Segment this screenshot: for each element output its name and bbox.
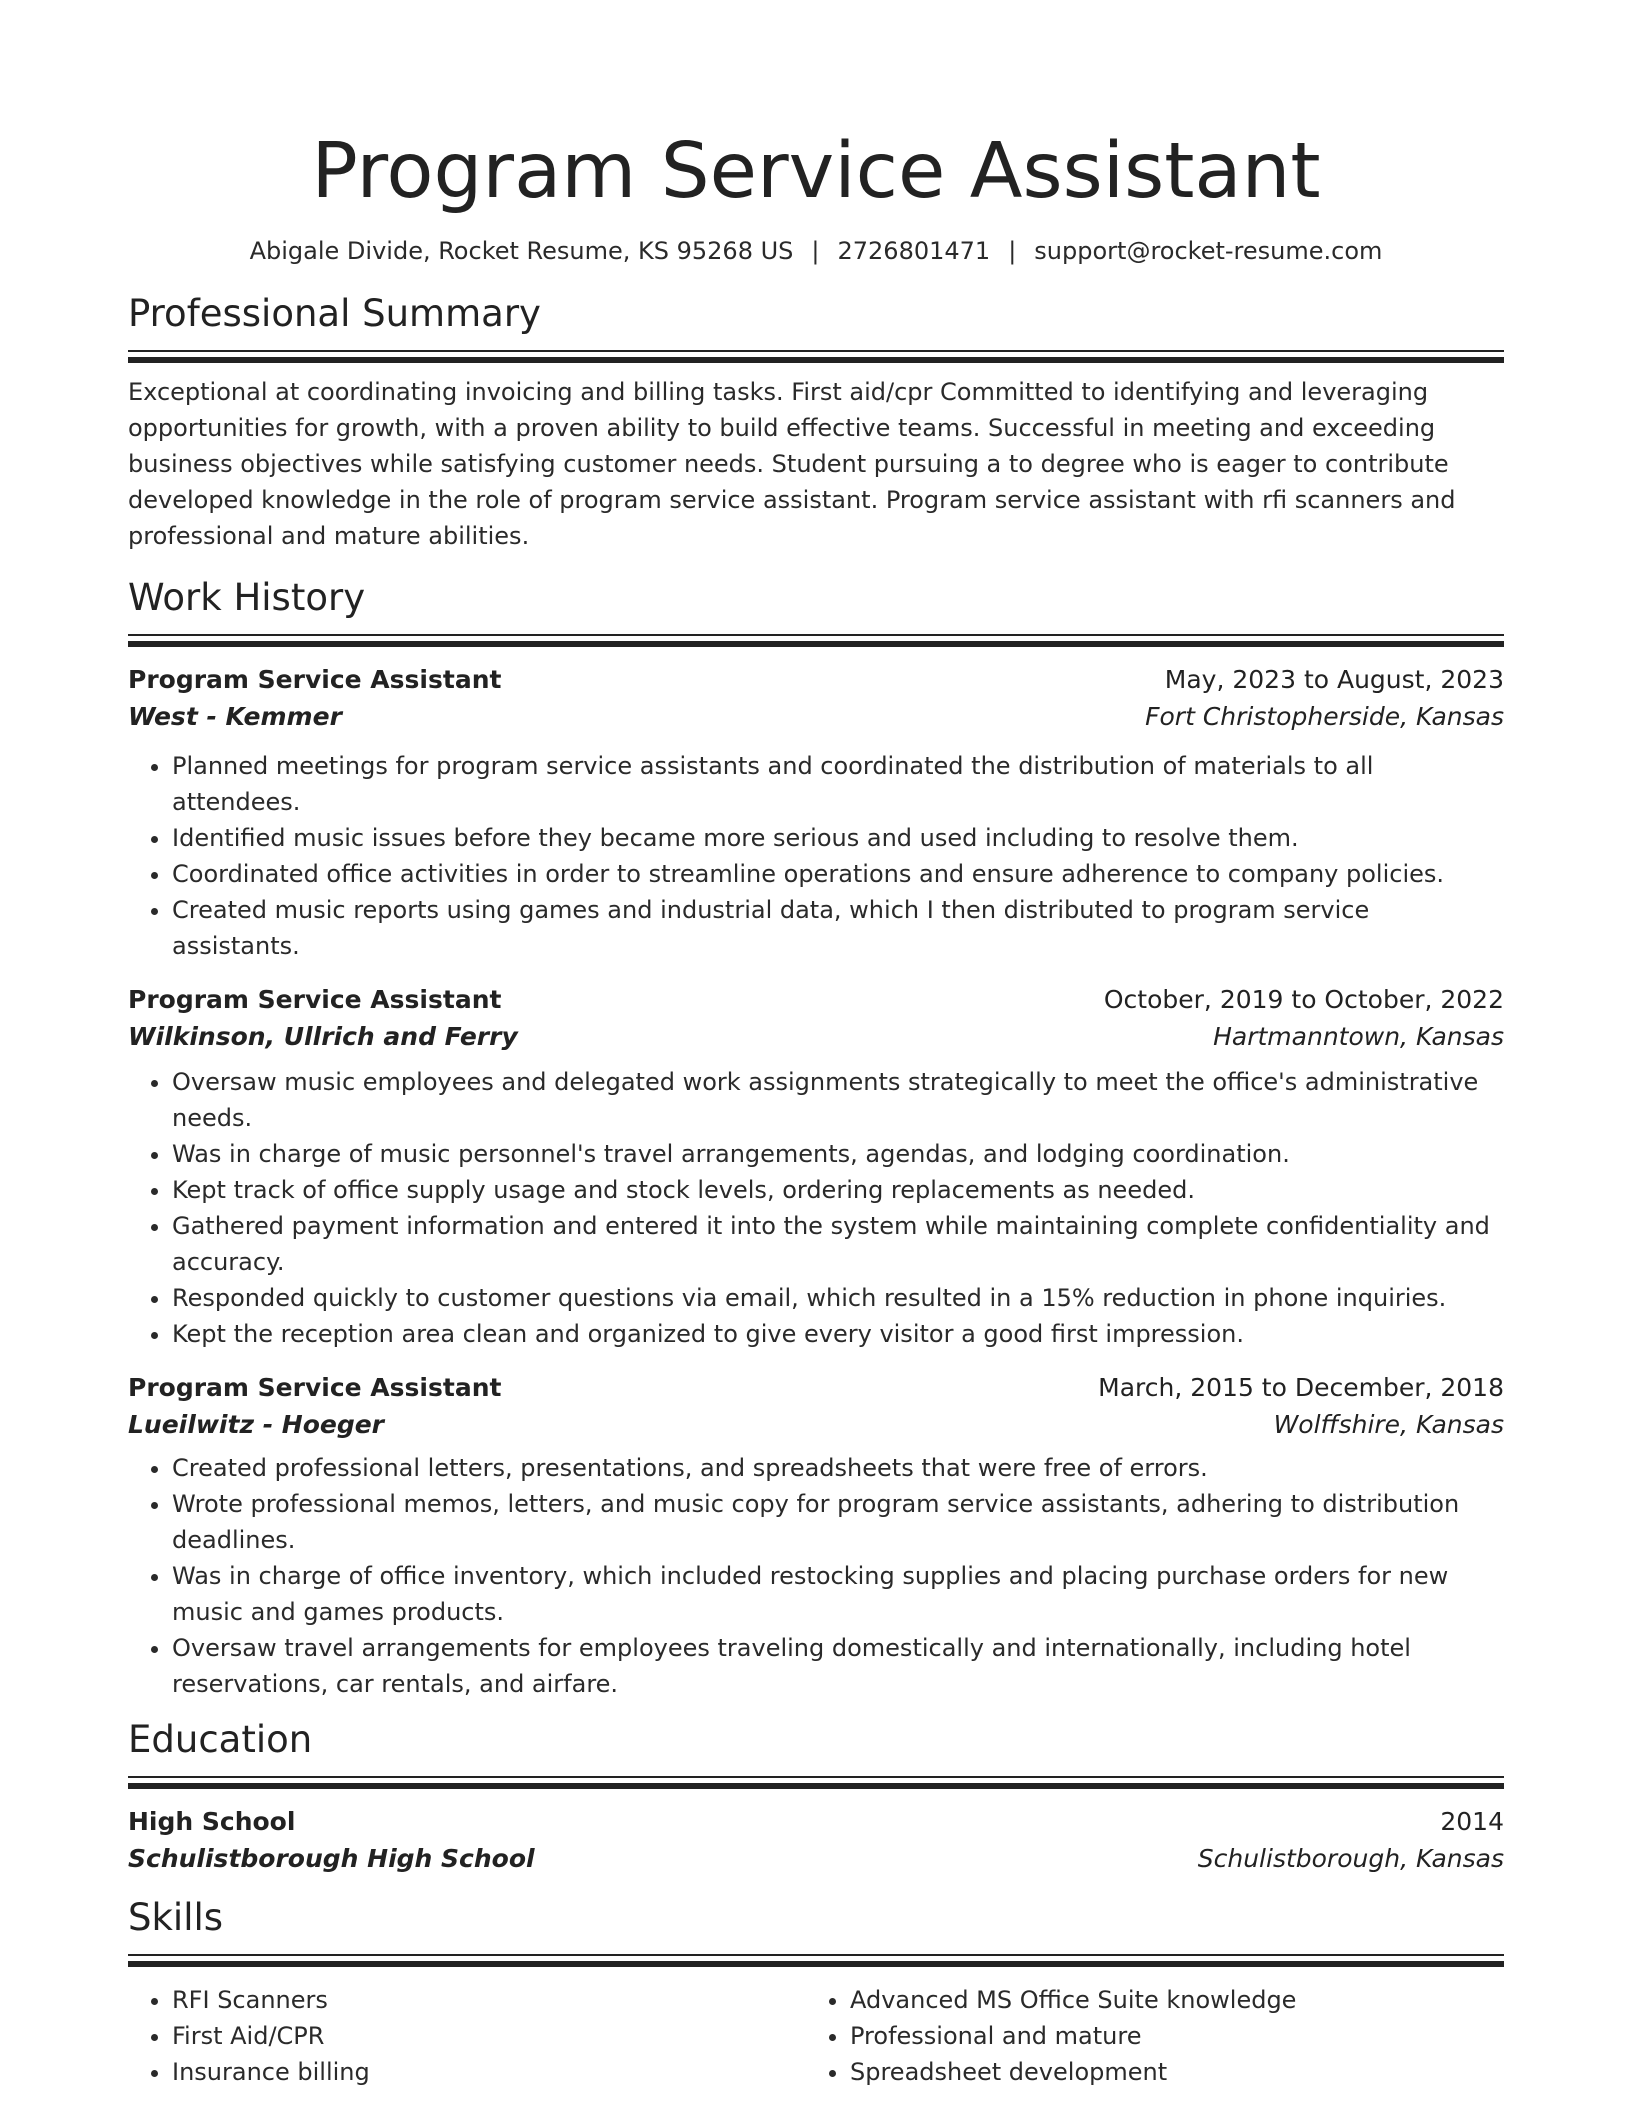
education-section [128, 1716, 1504, 1878]
job-company: Lueilwitz - Hoeger [128, 1410, 385, 1439]
contact-address: Abigale Divide, Rocket Resume, KS 95268 US [249, 237, 794, 265]
job-bullet: • Kept track of office supply usage and stock levels, ordering replacements as needed. [172, 1172, 1504, 1208]
skills-section [128, 1894, 1504, 2090]
contact-separator: | [811, 237, 820, 265]
skill-item: • Spreadsheet development [850, 2054, 1484, 2090]
section-divider [128, 1776, 1504, 1790]
education-location: Schulistborough, Kansas [1197, 1844, 1504, 1873]
job-title: Program Service Assistant [128, 1373, 502, 1402]
job-bullet: • Created professional letters, presentations, and spreadsheets that were free of errors. [172, 1450, 1504, 1486]
skills-list-left [128, 1982, 806, 2090]
job-bullet: • Gathered payment information and entered it into the system while maintaining complete confidentiality and accuracy. [172, 1208, 1504, 1280]
job-bullet: • Planned meetings for program service assistants and coordinated the distribution of materials to all attendees. [172, 748, 1504, 820]
job-entry [128, 1370, 1504, 1702]
job-dates: October, 2019 to October, 2022 [1103, 985, 1504, 1014]
job-location: Hartmanntown, Kansas [1213, 1022, 1504, 1051]
job-entry [128, 982, 1504, 1352]
job-location: Wolffshire, Kansas [1273, 1410, 1504, 1439]
job-title: Program Service Assistant [128, 665, 502, 694]
job-bullets [128, 1450, 1504, 1702]
job-bullet: • Oversaw music employees and delegated work assignments strategically to meet the office's administrative needs. [172, 1064, 1504, 1136]
job-bullet: • Was in charge of music personnel's travel arrangements, agendas, and lodging coordination. [172, 1136, 1504, 1172]
summary-heading: Professional Summary [128, 292, 541, 335]
job-bullet: • Coordinated office activities in order to streamline operations and ensure adherence to company policies. [172, 856, 1504, 892]
skill-item: • Insurance billing [172, 2054, 806, 2090]
section-divider [128, 350, 1504, 364]
skill-item: • Advanced MS Office Suite knowledge [850, 1982, 1484, 2018]
job-bullet: • Oversaw travel arrangements for employees traveling domestically and internationally, including hotel reservations, car rentals, and airfare. [172, 1630, 1504, 1702]
resume-page [128, 0, 1504, 2090]
job-company: Wilkinson, Ullrich and Ferry [128, 1022, 518, 1051]
job-bullet: • Kept the reception area clean and organized to give every visitor a good first impression. [172, 1316, 1504, 1352]
section-divider [128, 1954, 1504, 1968]
skill-item: • RFI Scanners [172, 1982, 806, 2018]
work-history-heading: Work History [128, 576, 366, 619]
contact-separator: | [1008, 237, 1017, 265]
job-bullet: • Responded quickly to customer questions via email, which resulted in a 15% reduction in phone inquiries. [172, 1280, 1504, 1316]
skills-list-right [806, 1982, 1484, 2090]
job-dates: May, 2023 to August, 2023 [1164, 665, 1504, 694]
job-entry [128, 662, 1504, 964]
section-divider [128, 634, 1504, 648]
job-bullets [128, 748, 1504, 964]
skills-heading: Skills [128, 1896, 224, 1939]
job-bullet: • Was in charge of office inventory, which included restocking supplies and placing purchase orders for new music and games products. [172, 1558, 1504, 1630]
job-dates: March, 2015 to December, 2018 [1098, 1373, 1504, 1402]
education-school: Schulistborough High School [128, 1844, 535, 1873]
education-year: 2014 [1440, 1807, 1504, 1836]
contact-line [128, 234, 1504, 268]
skill-item: • Professional and mature [850, 2018, 1484, 2054]
work-history-section [128, 574, 1504, 1702]
education-heading: Education [128, 1718, 313, 1761]
job-bullet: • Created music reports using games and industrial data, which I then distributed to program service assistants. [172, 892, 1504, 964]
job-bullet: • Identified music issues before they became more serious and used including to resolve them. [172, 820, 1504, 856]
skill-item: • First Aid/CPR [172, 2018, 806, 2054]
skills-columns [128, 1982, 1504, 2090]
contact-email: support@rocket-resume.com [1034, 237, 1383, 265]
summary-section [128, 290, 1504, 554]
contact-phone: 2726801471 [837, 237, 991, 265]
job-location: Fort Christopherside, Kansas [1145, 702, 1504, 731]
candidate-name: Program Service Assistant [311, 127, 1321, 216]
job-company: West - Kemmer [128, 702, 342, 731]
job-title: Program Service Assistant [128, 985, 502, 1014]
job-bullet: • Wrote professional memos, letters, and music copy for program service assistants, adhering to distribution deadlines. [172, 1486, 1504, 1558]
summary-text: Exceptional at coordinating invoicing and billing tasks. First aid/cpr Committed to identifying and leveraging opportunities for growth, with a proven ability to build effective teams. Successful in meeting and exceeding business objectives while satisfying customer needs. Student pursuing a to degree who is eager to contribute developed knowledge in the role of program service assistant. Program service assistant with rfi scanners and professional and mature abilities. [128, 378, 1456, 550]
education-degree: High School [128, 1807, 296, 1836]
job-bullets [128, 1064, 1504, 1352]
